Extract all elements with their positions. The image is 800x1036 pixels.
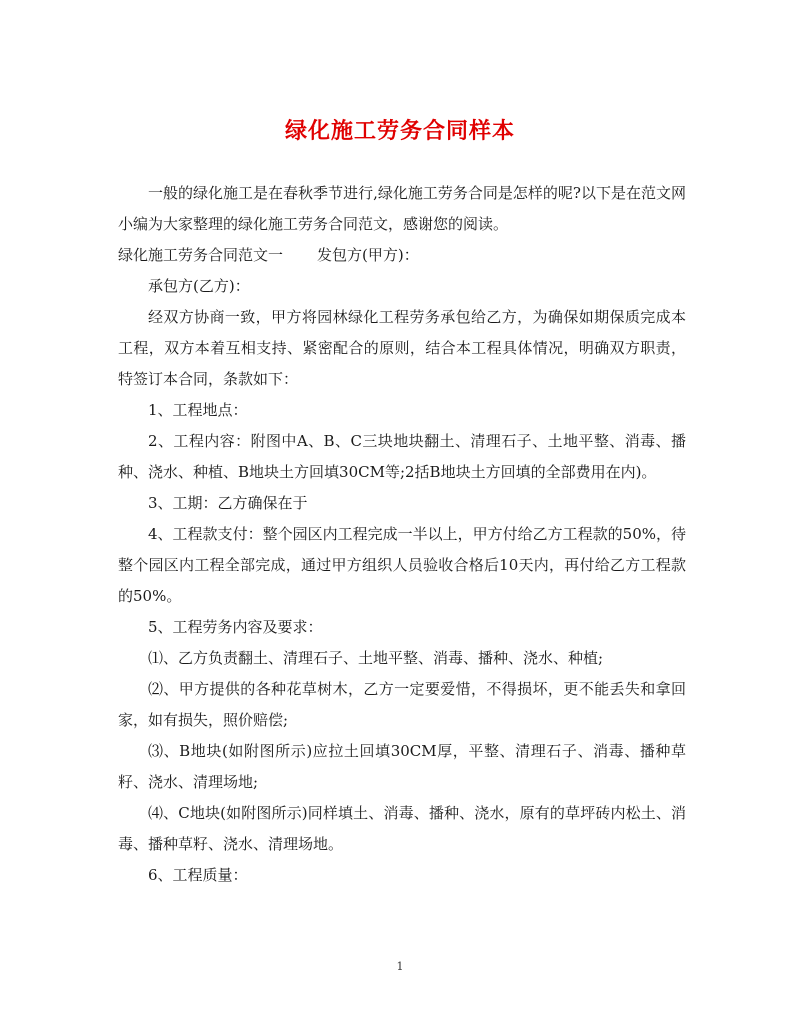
- party-b-label: 承包方(乙方)：: [148, 277, 250, 295]
- intro-paragraph: 一般的绿化施工是在春秋季节进行,绿化施工劳务合同是怎样的呢?以下是在范文网小编为大家整理的绿化施工劳务合同范文，感谢您的阅读。: [118, 184, 686, 233]
- sample-heading-line: [118, 240, 686, 271]
- clause-labor-requirements: 5、工程劳务内容及要求：: [148, 618, 323, 636]
- document-title: 绿化施工劳务合同样本: [284, 118, 515, 144]
- requirement-item-2: ⑵、甲方提供的各种花草树木，乙方一定要爱惜，不得损坏，更不能丢失和拿回家，如有损失，照价赔偿;: [118, 680, 686, 729]
- clause-location: 1、工程地点：: [148, 401, 248, 419]
- party-a-label: 发包方(甲方)：: [317, 246, 419, 264]
- document-body: [118, 178, 686, 891]
- clause-content: 2、工程内容：附图中A、B、C三块地块翻土、清理石子、土地平整、消毒、播种、浇水、种植、B地块土方回填30CM等;2括B地块土方回填的全部费用在内)。: [118, 432, 686, 481]
- clause-payment: 4、工程款支付：整个园区内工程完成一半以上，甲方付给乙方工程款的50%，待整个园区内工程全部完成，通过甲方组织人员验收合格后10天内，再付给乙方工程款的50%。: [118, 525, 686, 605]
- requirement-item-4: ⑷、C地块(如附图所示)同样填土、消毒、播种、浇水，原有的草坪砖内松土、消毒、播种草籽、浇水、清理场地。: [118, 804, 686, 853]
- sample-heading: 绿化施工劳务合同范文一: [118, 246, 284, 264]
- page-number: 1: [396, 960, 404, 973]
- clause-quality: 6、工程质量：: [148, 866, 248, 884]
- requirement-item-1: ⑴、乙方负责翻土、清理石子、土地平整、消毒、播种、浇水、种植;: [148, 649, 604, 667]
- agreement-paragraph: 经双方协商一致，甲方将园林绿化工程劳务承包给乙方，为确保如期保质完成本工程，双方本着互相支持、紧密配合的原则，结合本工程具体情况，明确双方职责，特签订本合同，条款如下：: [118, 308, 686, 388]
- clause-schedule: 3、工期：乙方确保在于: [148, 494, 308, 512]
- requirement-item-3: ⑶、B地块(如附图所示)应拉土回填30CM厚，平整、清理石子、消毒、播种草籽、浇水、清理场地;: [118, 742, 686, 791]
